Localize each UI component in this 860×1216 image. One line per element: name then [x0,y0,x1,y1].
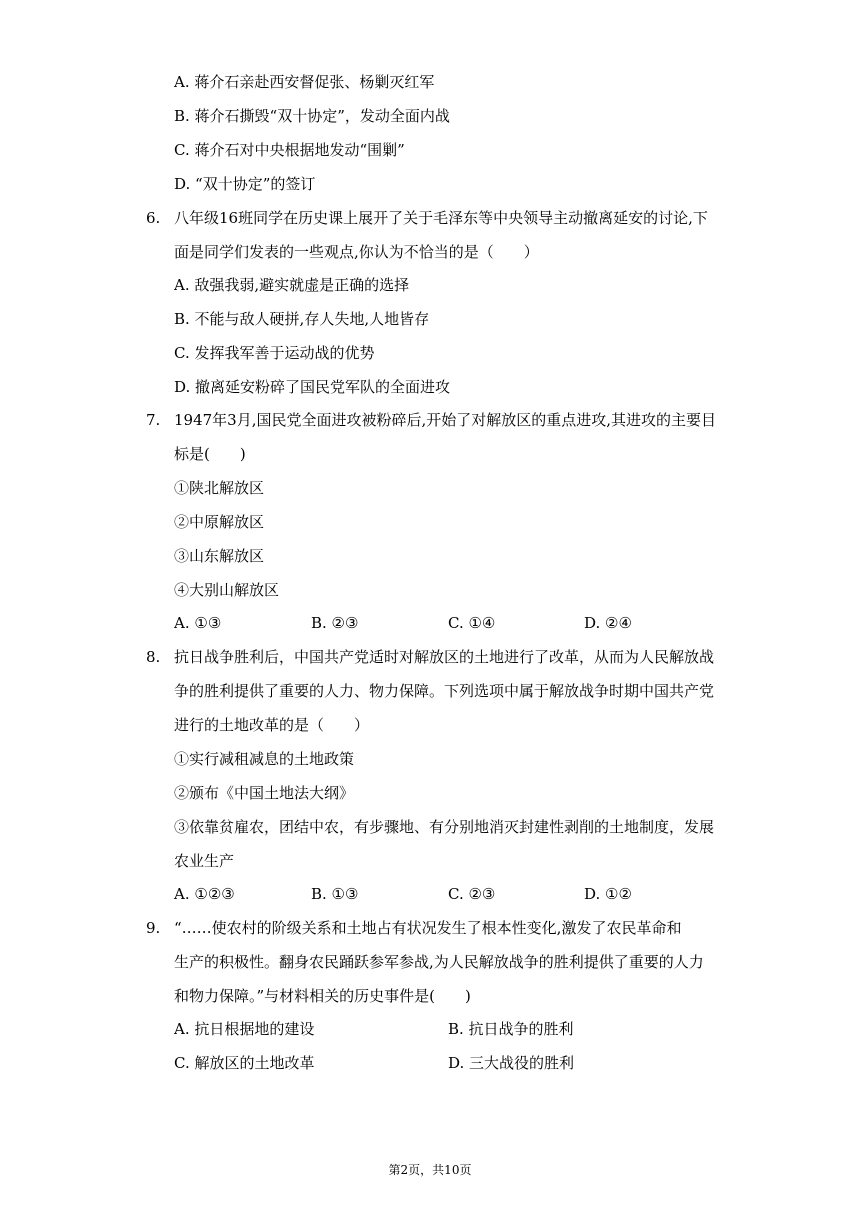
q8-option-b: B. ①③ [311,885,359,903]
q7-option-c: C. ①④ [448,614,496,632]
q5-option-c: C. 蒋介石对中央根据地发动“围剿” [174,141,405,159]
q7-stem-line-1: 1947年3月,国民党全面进攻被粉碎后,开始了对解放区的重点进攻,其进攻的主要目 [174,411,717,429]
q7-stem-line-2: 标是( ) [174,445,246,463]
q6-number: 6. [146,209,161,227]
q7-item-2: ②中原解放区 [174,513,265,531]
q8-stem-line-2: 争的胜利提供了重要的人力、物力保障。下列选项中属于解放战争时期中国共产党 [174,682,715,700]
q8-stem-line-1: 抗日战争胜利后，中国共产党适时对解放区的土地进行了改革，从而为人民解放战 [174,648,715,666]
q8-option-c: C. ②③ [448,885,496,903]
q5-option-a: A. 蒋介石亲赴西安督促张、杨剿灭红军 [174,73,435,91]
q6-option-c: C. 发挥我军善于运动战的优势 [174,344,375,362]
q8-item-3-cont: 农业生产 [174,852,235,870]
q7-number: 7. [146,411,161,429]
q8-option-a: A. ①②③ [174,885,235,903]
q9-option-a: A. 抗日根据地的建设 [174,1020,315,1038]
q9-stem-line-2: 生产的积极性。翻身农民踊跃参军参战,为人民解放战争的胜利提供了重要的人力 [174,953,704,971]
q7-option-d: D. ②④ [584,614,632,632]
q8-item-1: ①实行减租减息的土地政策 [174,750,355,768]
q6-stem-line-2: 面是同学们发表的一些观点,你认为不恰当的是（ ） [174,243,539,261]
q5-option-b: B. 蒋介石撕毁“双十协定”，发动全面内战 [174,107,450,125]
q6-stem-line-1: 八年级16班同学在历史课上展开了关于毛泽东等中央领导主动撤离延安的讨论,下 [174,209,708,227]
q7-item-4: ④大别山解放区 [174,581,280,599]
page-footer: 第2页，共10页 [388,1163,472,1177]
q7-option-b: B. ②③ [311,614,359,632]
q8-item-2: ②颁布《中国土地法大纲》 [174,784,355,802]
q8-item-3: ③依靠贫雇农，团结中农，有步骤地、有分别地消灭封建性剥削的土地制度，发展 [174,818,715,836]
q8-option-d: D. ①② [584,885,632,903]
q9-option-b: B. 抗日战争的胜利 [448,1020,574,1038]
q5-option-d: D. “双十协定”的签订 [174,175,316,193]
q9-option-d: D. 三大战役的胜利 [448,1054,575,1072]
q8-number: 8. [146,648,161,666]
q9-number: 9. [146,919,161,937]
q6-option-b: B. 不能与敌人硬拼,存人失地,人地皆存 [174,310,430,328]
q9-option-c: C. 解放区的土地改革 [174,1054,315,1072]
q7-item-1: ①陕北解放区 [174,479,265,497]
q6-option-a: A. 敌强我弱,避实就虚是正确的选择 [174,276,410,294]
q9-stem-line-1: “……使农村的阶级关系和土地占有状况发生了根本性变化,激发了农民革命和 [174,919,682,937]
q7-item-3: ③山东解放区 [174,547,265,565]
q6-option-d: D. 撤离延安粉碎了国民党军队的全面进攻 [174,378,451,396]
q7-option-a: A. ①③ [174,614,222,632]
q8-stem-line-3: 进行的土地改革的是（ ） [174,716,370,734]
q9-stem-line-3: 和物力保障。”与材料相关的历史事件是( ) [174,987,471,1005]
